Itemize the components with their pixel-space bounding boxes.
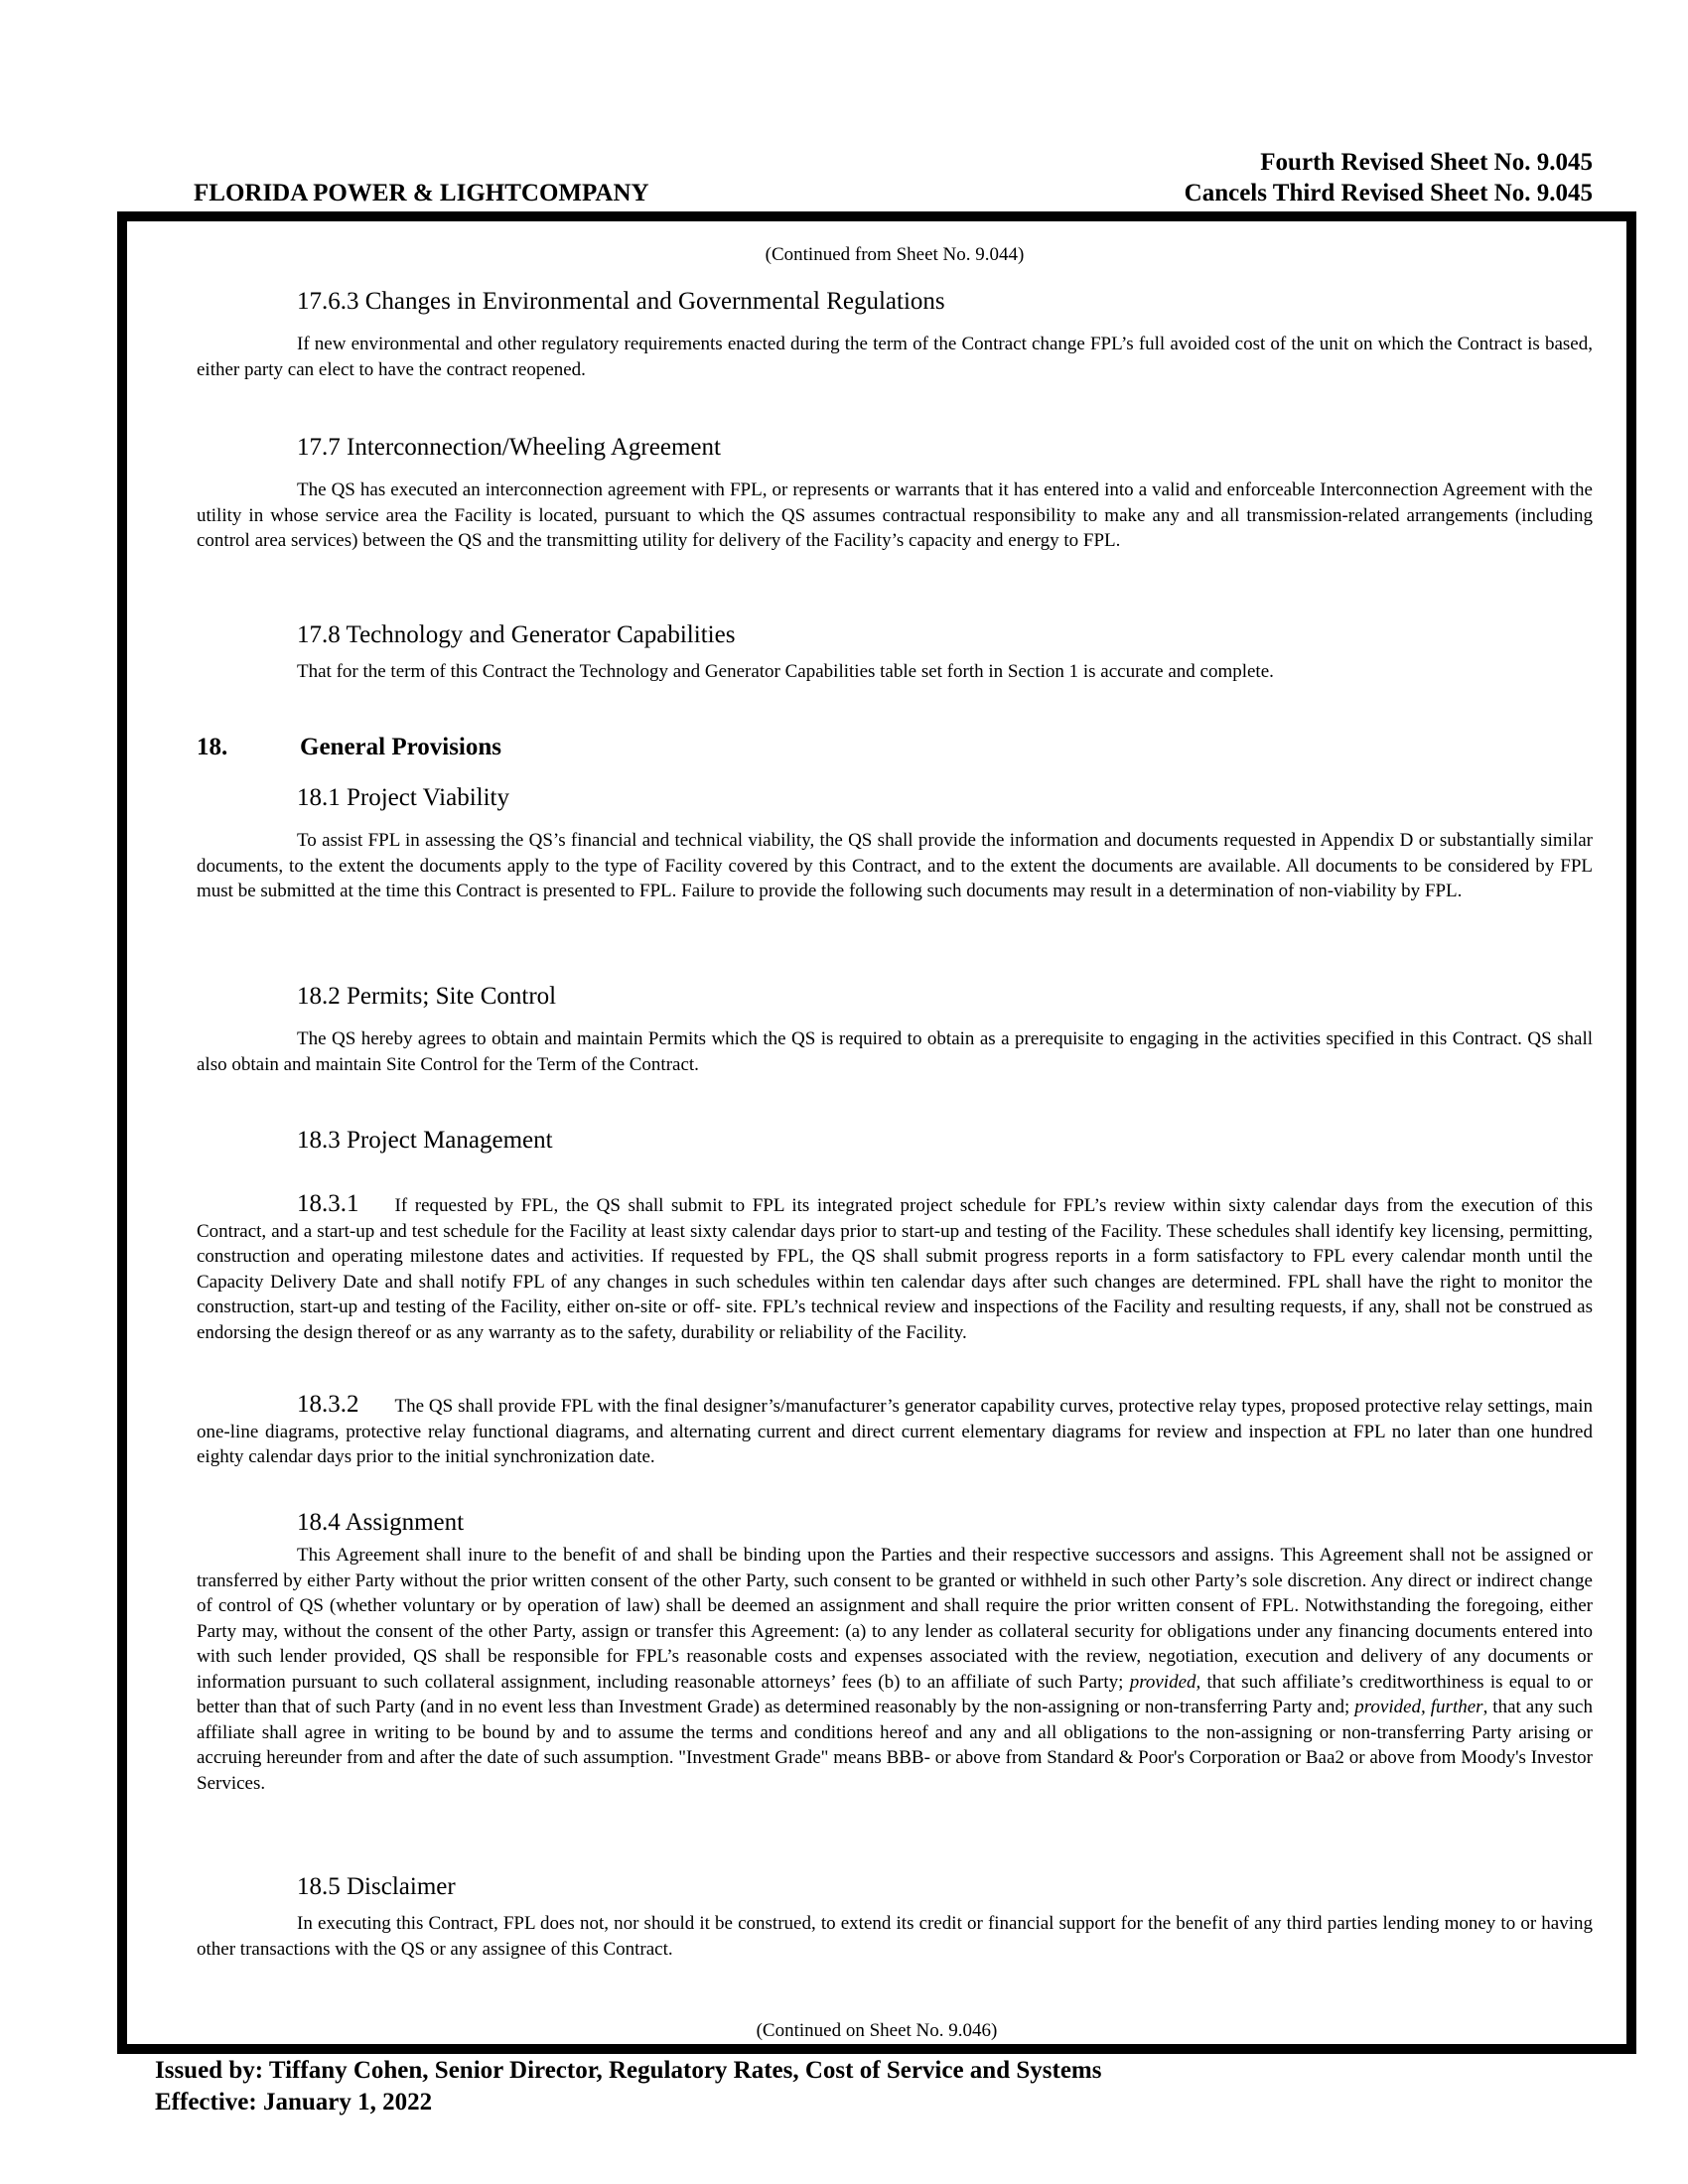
section-body: The QS has executed an interconnection agreement with FPL, or represents or warrants that it has entered into a valid and enforceable Interconnection Agreement with the utility in whose service area the Facility is located, pursuant to which the QS assumes contractual responsibility to make any and all transmission-related arrangements (including control area services) between the QS and the transmitting utility for delivery of the Facility’s capacity and energy to FPL. — [197, 479, 1593, 551]
section-body: In executing this Contract, FPL does not, nor should it be construed, to extend its credit or financial support for the benefit of any third parties lending money to or having other transactions with the QS or any assignee of this Contract. — [197, 1913, 1593, 1960]
section-body: To assist FPL in assessing the QS’s financial and technical viability, the QS shall provide the information and documents requested in Appendix D or substantially similar documents, to the extent the documents apply to the type of Facility covered by this Contract, and to the extent the documents are available. All documents to be considered by FPL must be submitted at the time this Contract is presented to FPL. Failure to provide the following such documents may result in a determination of non-viability by FPL. — [197, 830, 1593, 901]
section-heading: 18.2 Permits; Site Control — [297, 983, 557, 1010]
section-title: General Provisions — [300, 734, 502, 760]
sheet-number: Fourth Revised Sheet No. 9.045 — [1260, 149, 1593, 176]
section-body: This Agreement shall inure to the benefit of and shall be binding upon the Parties and their respective successors and assigns. This Agreement shall not be assigned or transferred by either Party without the prior written consent of the other Party, such consent to be granted or withheld in such other Party’s sole discretion. Any direct or indirect change of control of QS (whether voluntary or by operation of law) shall be deemed an assignment and shall require the prior written consent of FPL. Notwithstanding the foregoing, either Party may, without the consent of the other Party, assign or transfer this Agreement: (a) to any lender as collateral security for obligations under any financing documents entered into with such lender provided, QS shall be responsible for FPL’s reasonable costs and expenses associated with the review, negotiation, execution and delivery of any documents or information pursuant to such collateral assignment, including reasonable attorneys’ fees (b) to an affiliate of such Party; provided, that such affiliate’s creditworthiness is equal to or better than that of such Party (and in no event less than Investment Grade) as determined reasonably by the non-assigning or non-transferring Party and; provided, further, that any such affiliate shall agree in writing to be bound by and to assume the terms and conditions hereof and any and all obligations to the non-assigning or non-transferring Party arising or accruing hereunder from and after the date of such assumption. "Investment Grade" means BBB- or above from Standard & Poor's Corporation or Baa2 or above from Moody's Investor Services. — [197, 1545, 1593, 1794]
section-18-4 — [197, 1509, 1593, 1796]
section-heading: 18.1 Project Viability — [297, 784, 509, 811]
section-body: The QS hereby agrees to obtain and maintain Permits which the QS is required to obtain as a prerequisite to engaging in the activities specified in this Contract. QS shall also obtain and maintain Site Control for the Term of the Contract. — [197, 1028, 1593, 1075]
continued-on: (Continued on Sheet No. 9.046) — [756, 2020, 998, 2041]
section-17-7 — [197, 434, 1593, 554]
company-name: FLORIDA POWER & LIGHTCOMPANY — [194, 180, 649, 206]
section-body: 18.3.1 If requested by FPL, the QS shall submit to FPL its integrated project schedule for FPL’s review within sixty calendar days from the execution of this Contract, and a start-up and test schedule for the Facility at least sixty calendar days prior to start-up and testing of the Facility. These schedules shall identify key licensing, permitting, construction and operating milestone dates and activities. If requested by FPL, the QS shall submit progress reports in a form satisfactory to FPL every calendar month until the Capacity Delivery Date and shall notify FPL of any changes in such schedules within ten calendar days after such changes are determined. FPL shall have the right to monitor the construction, start-up and testing of the Facility, either on-site or off- site. FPL’s technical review and inspections of the Facility and resulting requests, if any, shall not be construed as endorsing the design thereof or as any warranty as to the safety, durability or reliability of the Facility. — [197, 1190, 1593, 1343]
issued-by: Issued by: Tiffany Cohen, Senior Director, Regulatory Rates, Cost of Service and Systems — [155, 2057, 1102, 2084]
section-17-6-3 — [197, 288, 1593, 382]
section-heading: 18.5 Disclaimer — [297, 1873, 456, 1900]
section-17-8 — [197, 621, 1593, 685]
page-frame — [117, 211, 1636, 2054]
section-number: 18. — [197, 734, 228, 760]
section-heading: 17.8 Technology and Generator Capabilities — [297, 621, 736, 648]
section-18-5 — [197, 1873, 1593, 1962]
continued-from: (Continued from Sheet No. 9.044) — [765, 244, 1025, 265]
section-18-3-1 — [197, 1191, 1593, 1345]
cancels-sheet: Cancels Third Revised Sheet No. 9.045 — [1184, 180, 1593, 206]
section-18-3-2 — [197, 1392, 1593, 1470]
section-heading: 18.4 Assignment — [297, 1509, 465, 1536]
section-18-heading — [197, 734, 1593, 761]
effective-date: Effective: January 1, 2022 — [155, 2089, 433, 2116]
section-number: 18.3.2 — [297, 1391, 359, 1418]
section-18-1 — [197, 784, 1593, 904]
section-body: That for the term of this Contract the Technology and Generator Capabilities table set forth in Section 1 is accurate and complete. — [297, 661, 1274, 682]
section-heading: 17.7 Interconnection/Wheeling Agreement — [297, 434, 721, 461]
section-number: 18.3.1 — [297, 1190, 359, 1217]
section-body: 18.3.2 The QS shall provide FPL with the final designer’s/manufacturer’s generator capability curves, protective relay types, proposed protective relay settings, main one-line diagrams, protective relay functional diagrams, and alternating current and direct current elementary diagrams for review and inspection at FPL no later than one hundred eighty calendar days prior to the initial synchronization date. — [197, 1391, 1593, 1467]
section-heading: 17.6.3 Changes in Environmental and Governmental Regulations — [297, 288, 945, 315]
section-body: If new environmental and other regulatory requirements enacted during the term of the Contract change FPL’s full avoided cost of the unit on which the Contract is based, either party can elect to have the contract reopened. — [197, 334, 1593, 380]
section-18-3 — [197, 1127, 1593, 1155]
section-18-2 — [197, 983, 1593, 1077]
section-heading: 18.3 Project Management — [297, 1127, 553, 1154]
sheet-info — [1185, 147, 1593, 208]
